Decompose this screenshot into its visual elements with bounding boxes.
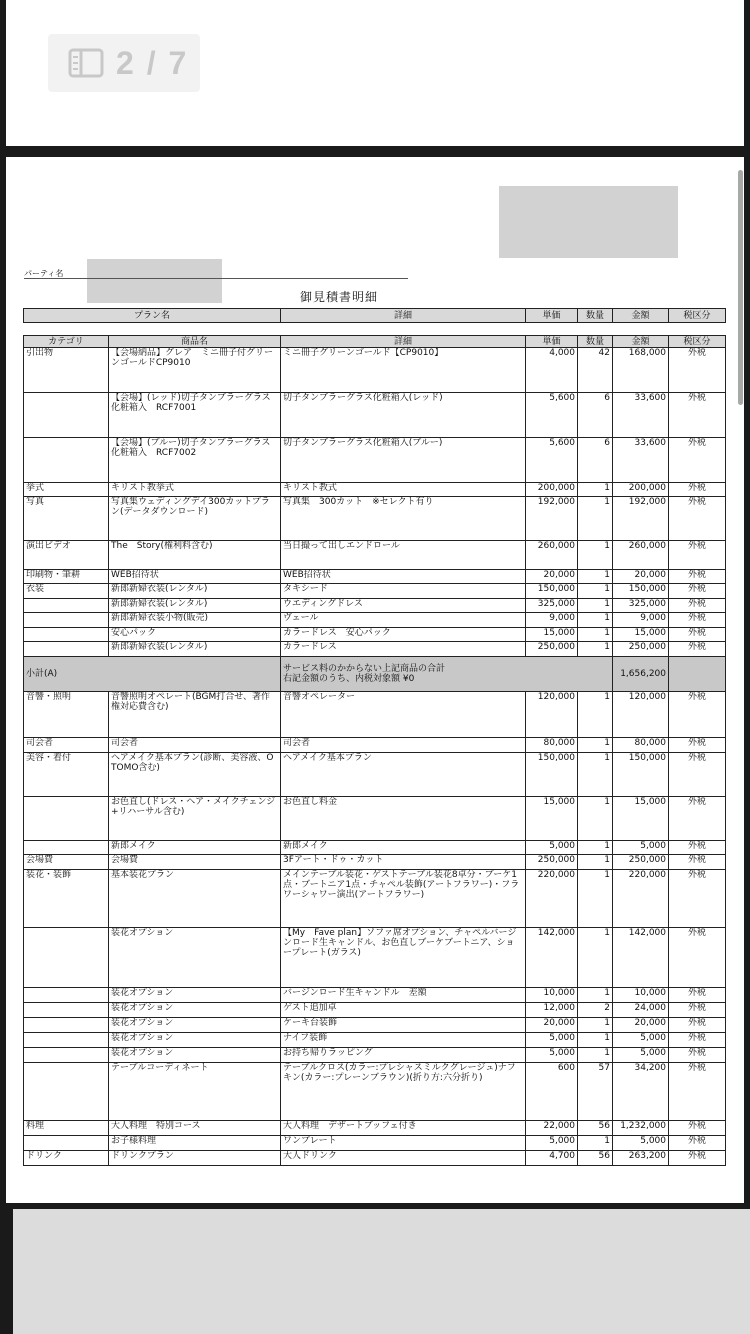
price-cell: 5,600 — [526, 438, 578, 483]
header-cell: 数量 — [578, 309, 613, 323]
subtotal-tax-cell — [669, 657, 726, 692]
item-cell: 【会場】(レッド)切子タンブラーグラス化粧箱入 RCF7001 — [109, 393, 281, 438]
page-icon — [68, 48, 104, 78]
header-cell: 詳細 — [281, 336, 526, 348]
plan-header-table — [23, 308, 726, 323]
amount-cell: 33,600 — [613, 438, 669, 483]
tax-cell: 外税 — [669, 1063, 726, 1121]
price-cell: 4,000 — [526, 348, 578, 393]
header-cell: 単価 — [526, 309, 578, 323]
amount-cell: 5,000 — [613, 1048, 669, 1063]
detail-cell: テーブルクロス(カラー:プレシャスミルクグレージュ)ナフキン(カラー:プレーンブラウン)(折り方:六分折り) — [281, 1063, 526, 1121]
tax-cell: 外税 — [669, 613, 726, 628]
table-row — [24, 1136, 726, 1151]
tax-cell: 外税 — [669, 928, 726, 988]
item-cell: 安心パック — [109, 628, 281, 642]
tax-cell: 外税 — [669, 570, 726, 584]
tax-cell: 外税 — [669, 1136, 726, 1151]
price-cell: 220,000 — [526, 870, 578, 928]
tax-cell: 外税 — [669, 438, 726, 483]
item-cell: 【会場納品】グレア ミニ冊子付グリーンゴールドCP9010 — [109, 348, 281, 393]
table-row — [24, 870, 726, 928]
item-cell: 新郎メイク — [109, 841, 281, 855]
tax-cell: 外税 — [669, 692, 726, 738]
qty-cell: 6 — [578, 393, 613, 438]
qty-cell: 1 — [578, 870, 613, 928]
table-row — [24, 988, 726, 1003]
tax-cell: 外税 — [669, 797, 726, 841]
subtotal-row — [24, 657, 726, 692]
item-cell: お子様料理 — [109, 1136, 281, 1151]
price-cell: 10,000 — [526, 988, 578, 1003]
item-cell: 新郎新婦衣装(レンタル) — [109, 584, 281, 599]
table-row — [24, 628, 726, 642]
page-number: 2 / 7 — [116, 44, 189, 81]
subtotal-note-line2: 右記金額のうち、内税対象額 ¥0 — [283, 674, 415, 684]
price-cell: 5,000 — [526, 841, 578, 855]
amount-cell: 260,000 — [613, 541, 669, 570]
qty-cell: 1 — [578, 628, 613, 642]
price-cell: 20,000 — [526, 1018, 578, 1033]
table-row — [24, 1048, 726, 1063]
cat-cell: 装花・装飾 — [24, 870, 109, 928]
page-indicator[interactable] — [48, 34, 200, 92]
tax-cell: 外税 — [669, 855, 726, 870]
amount-cell: 120,000 — [613, 692, 669, 738]
detail-cell: ミニ冊子グリーンゴールド【CP9010】 — [281, 348, 526, 393]
document-title: 御見積書明細 — [300, 290, 379, 304]
previous-page — [6, 0, 744, 146]
cat-cell — [24, 438, 109, 483]
qty-cell: 1 — [578, 570, 613, 584]
item-cell: WEB招待状 — [109, 570, 281, 584]
cat-cell: 会場費 — [24, 855, 109, 870]
tax-cell: 外税 — [669, 642, 726, 657]
tax-cell: 外税 — [669, 1048, 726, 1063]
qty-cell: 2 — [578, 1003, 613, 1018]
qty-cell: 6 — [578, 438, 613, 483]
estimate-detail-table — [23, 335, 726, 1166]
header-cell: 単価 — [526, 336, 578, 348]
header-cell: 金額 — [613, 336, 669, 348]
amount-cell: 80,000 — [613, 738, 669, 753]
price-cell: 12,000 — [526, 1003, 578, 1018]
table-row — [24, 797, 726, 841]
detail-cell: メインテーブル装花・ゲストテーブル装花8卓分・ブーケ1点・ブートニア1点・チャペル装飾(アートフラワー)・フラワーシャワー演出(アートフラワー) — [281, 870, 526, 928]
price-cell: 5,600 — [526, 393, 578, 438]
table-row — [24, 1033, 726, 1048]
detail-cell: ゲスト追加卓 — [281, 1003, 526, 1018]
party-name-label: パーティ名 — [24, 269, 64, 278]
header-cell: 数量 — [578, 336, 613, 348]
subtotal-note — [281, 657, 613, 692]
price-cell: 120,000 — [526, 692, 578, 738]
detail-cell: カラードレス — [281, 642, 526, 657]
detail-cell: ナイフ装飾 — [281, 1033, 526, 1048]
price-cell: 4,700 — [526, 1151, 578, 1166]
cat-cell — [24, 1136, 109, 1151]
detail-cell: WEB招待状 — [281, 570, 526, 584]
detail-cell: キリスト教式 — [281, 483, 526, 497]
amount-cell: 250,000 — [613, 642, 669, 657]
qty-cell: 1 — [578, 541, 613, 570]
cat-cell — [24, 841, 109, 855]
item-cell: 装花オプション — [109, 988, 281, 1003]
cat-cell — [24, 642, 109, 657]
detail-cell: 大人ドリンク — [281, 1151, 526, 1166]
table-row — [24, 841, 726, 855]
item-cell: キリスト教挙式 — [109, 483, 281, 497]
tax-cell: 外税 — [669, 841, 726, 855]
qty-cell: 1 — [578, 1018, 613, 1033]
item-cell: ドリンクプラン — [109, 1151, 281, 1166]
price-cell: 250,000 — [526, 855, 578, 870]
table-row — [24, 438, 726, 483]
price-cell: 20,000 — [526, 570, 578, 584]
header-cell: カテゴリ — [24, 336, 109, 348]
amount-cell: 5,000 — [613, 1136, 669, 1151]
tax-cell: 外税 — [669, 483, 726, 497]
cat-cell — [24, 628, 109, 642]
amount-cell: 5,000 — [613, 1033, 669, 1048]
detail-cell: お色直し料金 — [281, 797, 526, 841]
item-cell: 装花オプション — [109, 928, 281, 988]
qty-cell: 1 — [578, 642, 613, 657]
header-cell: 商品名 — [109, 336, 281, 348]
price-cell: 200,000 — [526, 483, 578, 497]
table-row — [24, 613, 726, 628]
qty-cell: 1 — [578, 841, 613, 855]
cat-cell — [24, 1063, 109, 1121]
price-cell: 15,000 — [526, 797, 578, 841]
qty-cell: 1 — [578, 928, 613, 988]
amount-cell: 150,000 — [613, 584, 669, 599]
amount-cell: 150,000 — [613, 753, 669, 797]
item-cell: お色直し(ドレス・ヘア・メイクチェンジ+リハーサル含む) — [109, 797, 281, 841]
item-cell: 写真集ウェディングデイ300カットプラン(データダウンロード) — [109, 497, 281, 541]
price-cell: 250,000 — [526, 642, 578, 657]
amount-cell: 5,000 — [613, 841, 669, 855]
amount-cell: 9,000 — [613, 613, 669, 628]
table-row — [24, 570, 726, 584]
price-cell: 15,000 — [526, 628, 578, 642]
header-cell: 金額 — [613, 309, 669, 323]
table-row — [24, 738, 726, 753]
qty-cell: 1 — [578, 855, 613, 870]
cat-cell: 写真 — [24, 497, 109, 541]
tax-cell: 外税 — [669, 1033, 726, 1048]
amount-cell: 10,000 — [613, 988, 669, 1003]
item-cell: 司会者 — [109, 738, 281, 753]
item-cell: 装花オプション — [109, 1003, 281, 1018]
table-row — [24, 599, 726, 613]
price-cell: 80,000 — [526, 738, 578, 753]
qty-cell: 1 — [578, 483, 613, 497]
detail-cell: 音響オペレーター — [281, 692, 526, 738]
tax-cell: 外税 — [669, 497, 726, 541]
cat-cell: 引出物 — [24, 348, 109, 393]
detail-cell: 切子タンブラーグラス化粧箱入(レッド) — [281, 393, 526, 438]
price-cell: 150,000 — [526, 584, 578, 599]
amount-cell: 20,000 — [613, 570, 669, 584]
header-cell: 税区分 — [669, 309, 726, 323]
detail-cell: 写真集 300カット ※セレクト有り — [281, 497, 526, 541]
tax-cell: 外税 — [669, 1003, 726, 1018]
table-row — [24, 753, 726, 797]
table-row — [24, 1018, 726, 1033]
detail-cell: 司会者 — [281, 738, 526, 753]
qty-cell: 42 — [578, 348, 613, 393]
qty-cell: 1 — [578, 584, 613, 599]
table-row — [24, 393, 726, 438]
qty-cell: 1 — [578, 1136, 613, 1151]
amount-cell: 15,000 — [613, 797, 669, 841]
amount-cell: 33,600 — [613, 393, 669, 438]
detail-cell: 3Fアート・ドゥ・カット — [281, 855, 526, 870]
tax-cell: 外税 — [669, 1018, 726, 1033]
cat-cell — [24, 797, 109, 841]
subtotal-note-line1: サービス料のかからない上記商品の合計 — [283, 664, 446, 674]
price-cell: 600 — [526, 1063, 578, 1121]
tax-cell: 外税 — [669, 738, 726, 753]
redacted-party-name — [87, 259, 222, 303]
table-row — [24, 1151, 726, 1166]
amount-cell: 263,200 — [613, 1151, 669, 1166]
qty-cell: 56 — [578, 1121, 613, 1136]
cat-cell: 音響・照明 — [24, 692, 109, 738]
detail-cell: ワンプレート — [281, 1136, 526, 1151]
tax-cell: 外税 — [669, 393, 726, 438]
table-row — [24, 855, 726, 870]
price-cell: 260,000 — [526, 541, 578, 570]
amount-cell: 1,232,000 — [613, 1121, 669, 1136]
table-row — [24, 584, 726, 599]
detail-cell: タキシード — [281, 584, 526, 599]
item-cell: 装花オプション — [109, 1018, 281, 1033]
qty-cell: 1 — [578, 599, 613, 613]
amount-cell: 20,000 — [613, 1018, 669, 1033]
qty-cell: 1 — [578, 753, 613, 797]
price-cell: 5,000 — [526, 1033, 578, 1048]
subtotal-label: 小計(A) — [24, 657, 281, 692]
detail-cell: ウエディングドレス — [281, 599, 526, 613]
tax-cell: 外税 — [669, 753, 726, 797]
tax-cell: 外税 — [669, 988, 726, 1003]
cat-cell: 挙式 — [24, 483, 109, 497]
detail-cell: 【My Fave plan】ソファ席オプション、チャペルバージンロード生キャンドル、お色直しブーケブートニア、ショープレート(ガラス) — [281, 928, 526, 988]
price-cell: 142,000 — [526, 928, 578, 988]
tax-cell: 外税 — [669, 628, 726, 642]
cat-cell — [24, 1033, 109, 1048]
item-cell: 大人料理 特別コース — [109, 1121, 281, 1136]
next-page — [13, 1209, 750, 1334]
item-cell: 音響照明オペレート(BGM打合せ、著作権対応費含む) — [109, 692, 281, 738]
detail-cell: 切子タンブラーグラス化粧箱入(ブルー) — [281, 438, 526, 483]
item-cell: テーブルコーディネート — [109, 1063, 281, 1121]
table-row — [24, 1003, 726, 1018]
item-cell: 装花オプション — [109, 1033, 281, 1048]
tax-cell: 外税 — [669, 584, 726, 599]
tax-cell: 外税 — [669, 348, 726, 393]
party-name-underline — [24, 278, 408, 279]
table-row — [24, 642, 726, 657]
tax-cell: 外税 — [669, 1151, 726, 1166]
cat-cell — [24, 1018, 109, 1033]
detail-cell: カラードレス 安心パック — [281, 628, 526, 642]
amount-cell: 220,000 — [613, 870, 669, 928]
cat-cell: 司会者 — [24, 738, 109, 753]
cat-cell: 印刷物・筆耕 — [24, 570, 109, 584]
price-cell: 192,000 — [526, 497, 578, 541]
detail-cell: お持ち帰りラッピング — [281, 1048, 526, 1063]
price-cell: 150,000 — [526, 753, 578, 797]
qty-cell: 1 — [578, 797, 613, 841]
tax-cell: 外税 — [669, 870, 726, 928]
cat-cell — [24, 599, 109, 613]
qty-cell: 56 — [578, 1151, 613, 1166]
table-row — [24, 1121, 726, 1136]
amount-cell: 250,000 — [613, 855, 669, 870]
cat-cell: 美容・着付 — [24, 753, 109, 797]
detail-cell: バージンロード生キャンドル 差額 — [281, 988, 526, 1003]
table-row — [24, 692, 726, 738]
redacted-block — [499, 186, 678, 258]
detail-cell: 新郎メイク — [281, 841, 526, 855]
item-cell: 新郎新婦衣装(レンタル) — [109, 642, 281, 657]
cat-cell — [24, 928, 109, 988]
cat-cell: ドリンク — [24, 1151, 109, 1166]
table-row — [24, 497, 726, 541]
qty-cell: 1 — [578, 613, 613, 628]
cat-cell — [24, 1003, 109, 1018]
detail-cell: 当日撮って出しエンドロール — [281, 541, 526, 570]
price-cell: 9,000 — [526, 613, 578, 628]
amount-cell: 142,000 — [613, 928, 669, 988]
item-cell: 会場費 — [109, 855, 281, 870]
cat-cell — [24, 988, 109, 1003]
qty-cell: 1 — [578, 1033, 613, 1048]
cat-cell — [24, 393, 109, 438]
tax-cell: 外税 — [669, 541, 726, 570]
tax-cell: 外税 — [669, 599, 726, 613]
price-cell: 5,000 — [526, 1048, 578, 1063]
qty-cell: 1 — [578, 692, 613, 738]
table-row — [24, 1063, 726, 1121]
table-row — [24, 928, 726, 988]
price-cell: 5,000 — [526, 1136, 578, 1151]
table-row — [24, 483, 726, 497]
item-cell: The Story(権利料含む) — [109, 541, 281, 570]
qty-cell: 57 — [578, 1063, 613, 1121]
amount-cell: 325,000 — [613, 599, 669, 613]
cat-cell — [24, 1048, 109, 1063]
header-cell: 詳細 — [281, 309, 526, 323]
amount-cell: 200,000 — [613, 483, 669, 497]
cat-cell: 衣装 — [24, 584, 109, 599]
qty-cell: 1 — [578, 497, 613, 541]
cat-cell — [24, 613, 109, 628]
tax-cell: 外税 — [669, 1121, 726, 1136]
detail-cell: ヴェール — [281, 613, 526, 628]
qty-cell: 1 — [578, 988, 613, 1003]
header-cell: プラン名 — [24, 309, 281, 323]
item-cell: 【会場】(ブルー)切子タンブラーグラス化粧箱入 RCF7002 — [109, 438, 281, 483]
detail-cell: ケーキ台装飾 — [281, 1018, 526, 1033]
item-cell: 新郎新婦衣装(レンタル) — [109, 599, 281, 613]
item-cell: ヘアメイク基本プラン(診断、美容液、OTOMO含む) — [109, 753, 281, 797]
amount-cell: 168,000 — [613, 348, 669, 393]
qty-cell: 1 — [578, 738, 613, 753]
item-cell: 装花オプション — [109, 1048, 281, 1063]
subtotal-amount: 1,656,200 — [613, 657, 669, 692]
item-cell: 基本装花プラン — [109, 870, 281, 928]
detail-cell: ヘアメイク基本プラン — [281, 753, 526, 797]
qty-cell: 1 — [578, 1048, 613, 1063]
amount-cell: 15,000 — [613, 628, 669, 642]
amount-cell: 24,000 — [613, 1003, 669, 1018]
cat-cell: 料理 — [24, 1121, 109, 1136]
cat-cell: 演出ビデオ — [24, 541, 109, 570]
header-cell: 税区分 — [669, 336, 726, 348]
amount-cell: 192,000 — [613, 497, 669, 541]
scrollbar[interactable] — [738, 170, 743, 405]
table-row — [24, 348, 726, 393]
item-cell: 新郎新婦衣装小物(販売) — [109, 613, 281, 628]
price-cell: 22,000 — [526, 1121, 578, 1136]
price-cell: 325,000 — [526, 599, 578, 613]
detail-cell: 大人料理 デザートブッフェ付き — [281, 1121, 526, 1136]
table-row — [24, 541, 726, 570]
amount-cell: 34,200 — [613, 1063, 669, 1121]
